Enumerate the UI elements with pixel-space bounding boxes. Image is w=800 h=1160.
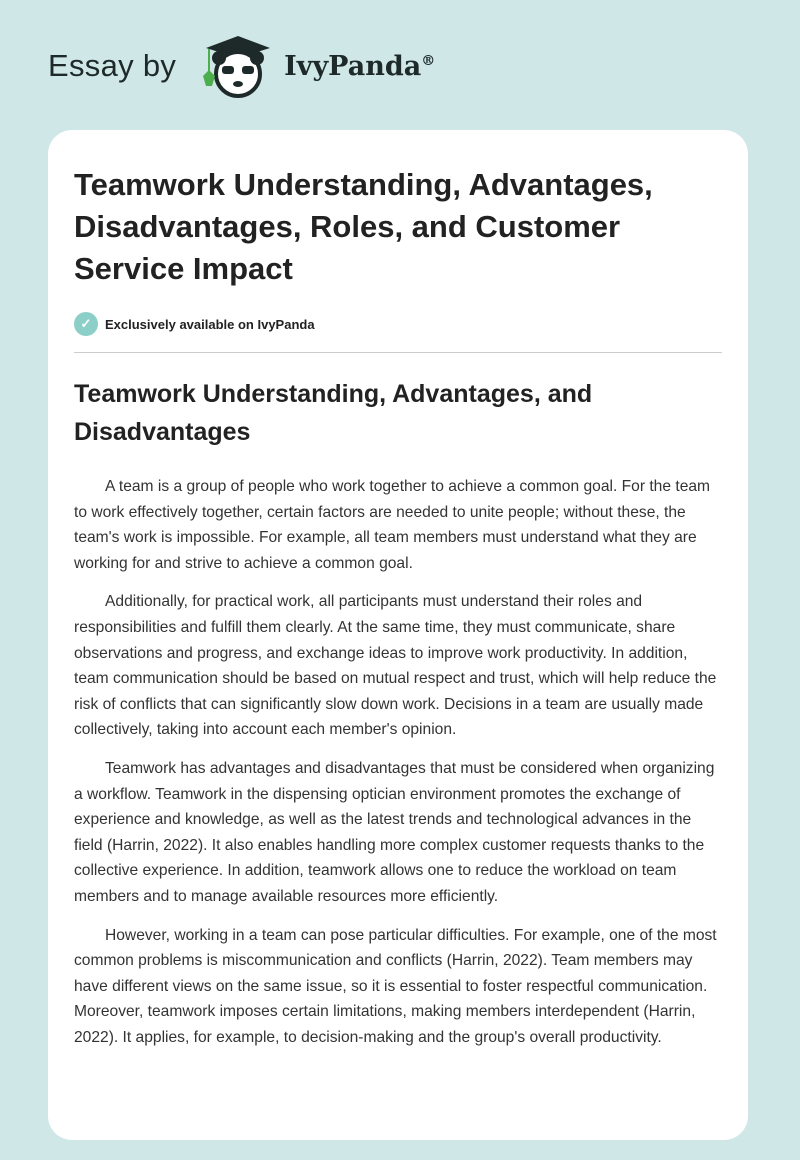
check-icon: ✓ [74,312,98,336]
paragraph: However, working in a team can pose particular difficulties. For example, one of the most common problems is miscommunication and conflicts (Harrin, 2022). Team members may have different views on the same issue, so it is essential to foster respectful communication. Moreover, teamwork imposes certain limitations, making members interdependent (Harrin, 2022). It applies, for example, to decision-making and the group's overall productivity. [74,926,717,1046]
paragraph: Additionally, for practical work, all participants must understand their roles and responsibilities and fulfill them clearly. At the same time, they must communicate, share observations and progress, and exchange ideas to improve work productivity. In addition, team communication should be based on mutual respect and trust, which will help reduce the risk of conflicts that can significantly slow down work. Decisions in a team are usually made collectively, taking into account each member's opinion. [74,593,717,739]
site-header [48,36,435,96]
essay-card [48,130,748,1140]
essay-by-label: Essay by [48,48,177,83]
section-heading: Teamwork Understanding, Advantages, and Disadvantages [74,380,593,446]
paragraph: Teamwork has advantages and disadvantages that must be considered when organizing a workflow. Teamwork in the dispensing optician environment promotes the exchange of experience and knowledge, as well as the latest trends and technological advances in the field (Harrin, 2022). It also enables handling more complex customer requests thanks to the collective experience. In addition, teamwork allows one to reduce the workload on team members and to manage available resources more efficiently. [74,759,715,905]
paragraph: A team is a group of people who work together to achieve a common goal. For the team to work effectively together, certain factors are needed to unite people; without these, the team's work is impossible. For example, all team members must understand what they are working for and strive to achieve a common goal. [74,478,711,572]
badge-label: Exclusively available on IvyPanda [105,316,315,332]
panda-logo-icon[interactable] [198,34,276,98]
brand-name: IvyPanda® [284,50,436,82]
exclusive-badge [74,312,722,336]
essay-title: Teamwork Understanding, Advantages, Disadvantages, Roles, and Customer Service Impact [74,167,653,286]
divider [74,352,722,353]
